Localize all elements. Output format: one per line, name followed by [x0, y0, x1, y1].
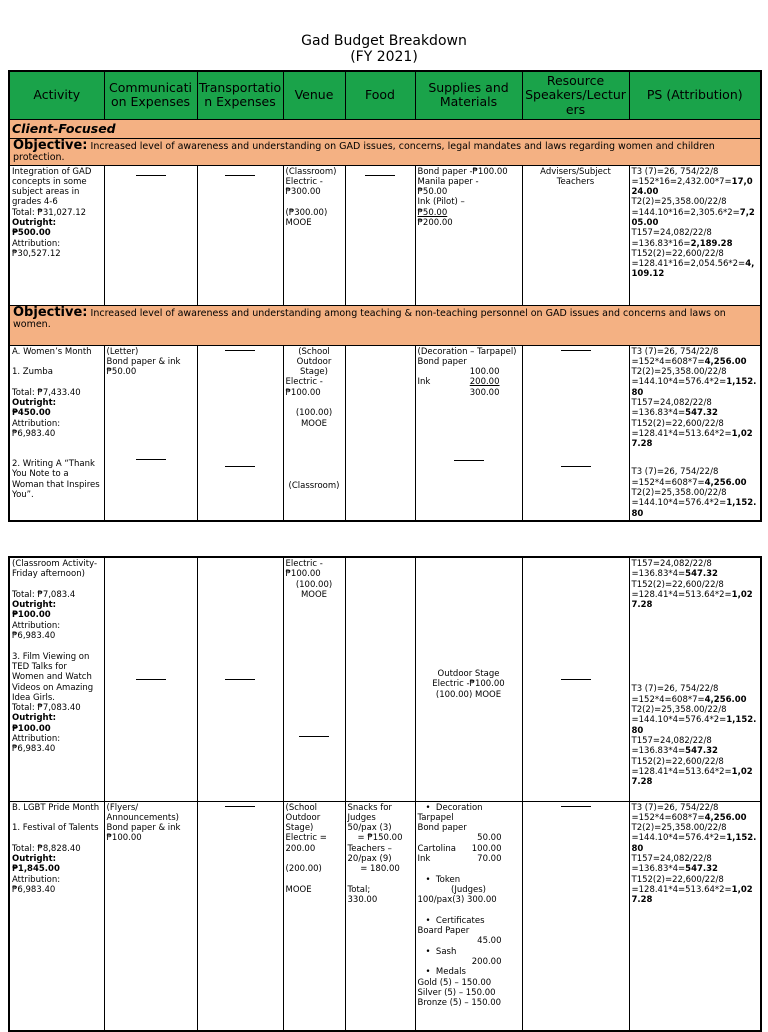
table-row — [9, 345, 761, 521]
food-cell — [345, 557, 415, 801]
communication-cell: (Flyers/ Announcements) Bond paper & ink ₱100.00 — [104, 801, 197, 1031]
objective-1 — [9, 138, 761, 165]
supplies-cell: Outdoor Stage Electric -₱100.00 (100.00) MOOE — [415, 557, 522, 801]
budget-table-page-1 — [8, 70, 762, 522]
ps-cell: T157=24,082/22/8 =136.83*4=547.32 T152(2)=22,600/22/8 =128.41*4=513.64*2=1,027.28 T3 (7)=26, 754/22/8 =152*4=608*7=4,256.00 T2(2)=25,358.00/22/8 =144.10*4=576.4*2=1,152.80 T157=24,082/22/8 =136.83*4=547.32 T152(2)=22,600/22/8 =128.41*4=513.64*2=1,027.28 — [629, 557, 761, 801]
header-food: Food — [345, 71, 415, 119]
communication-cell: (Letter) Bond paper & ink ₱50.00 — [104, 345, 197, 521]
supplies-cell: Bond paper -₱100.00 Manila paper - ₱50.00 Ink (Pilot) – ₱50.00 ₱200.00 — [415, 165, 522, 305]
header-row — [9, 71, 761, 119]
table-row — [9, 557, 761, 801]
speakers-cell — [522, 801, 629, 1031]
document-subtitle: (FY 2021) — [350, 49, 418, 65]
venue-cell: (School Outdoor Stage) Electric - ₱100.00 (100.00) MOOE (Classroom) — [283, 345, 345, 521]
client-focused-label: Client-Focused — [9, 119, 761, 138]
ps-cell: T3 (7)=26, 754/22/8 =152*4=608*7=4,256.00 T2(2)=25,358.00/22/8 =144.10*4=576.4*2=1,152.80 T157=24,082/22/8 =136.83*4=547.32 T152(2)=22,600/22/8 =128.41*4=513.64*2=1,027.28 T3 (7)=26, 754/22/8 =152*4=608*7=4,256.00 T2(2)=25,358.00/22/8 =144.10*4=576.4*2=1,152.80 — [629, 345, 761, 521]
activity-cell: B. LGBT Pride Month 1. Festival of Talents Total: ₱8,828.40 Outright: ₱1,845.00 Attribution: ₱6,983.40 — [9, 801, 104, 1031]
header-transportation: Transportation Expenses — [197, 71, 283, 119]
ps-cell: T3 (7)=26, 754/22/8 =152*4=608*7=4,256.00 T2(2)=25,358.00/22/8 =144.10*4=576.4*2=1,152.80 T157=24,082/22/8 =136.83*4=547.32 T152(2)=22,600/22/8 =128.41*4=513.64*2=1,027.28 — [629, 801, 761, 1031]
communication-cell — [104, 557, 197, 801]
venue-cell: (Classroom) Electric - ₱300.00 (₱300.00) MOOE — [283, 165, 345, 305]
table-row — [9, 165, 761, 305]
table-row — [9, 801, 761, 1031]
food-cell: Snacks for Judges 50/pax (3) = ₱150.00 Teachers – 20/pax (9) = 180.00 Total; 330.00 — [345, 801, 415, 1031]
header-venue: Venue — [283, 71, 345, 119]
header-activity: Activity — [9, 71, 104, 119]
objective-text: Increased level of awareness and understanding on GAD issues, concerns, legal mandates and laws regarding women and children protection. — [13, 140, 715, 163]
document-title: Gad Budget Breakdown — [301, 33, 467, 49]
objective-label: Objective: — [13, 138, 88, 153]
header-communication: Communication Expenses — [104, 71, 197, 119]
food-cell — [345, 165, 415, 305]
objective-label: Objective: — [13, 305, 88, 320]
supplies-cell: (Decoration – Tarpapel) Bond paper 100.00 Ink 200.00 300.00 — [415, 345, 522, 521]
food-cell — [345, 345, 415, 521]
objective-text: Increased level of awareness and understanding among teaching & non-teaching personnel on GAD issues and concerns and laws on women. — [13, 307, 726, 330]
header-speakers: Resource Speakers/Lecturers — [522, 71, 629, 119]
speakers-cell — [522, 557, 629, 801]
budget-table-page-2 — [8, 556, 762, 1032]
transportation-cell — [197, 557, 283, 801]
transportation-cell — [197, 801, 283, 1031]
ps-cell: T3 (7)=26, 754/22/8 =152*16=2,432.00*7=17,024.00 T2(2)=25,358.00/22/8 =144.10*16=2,305.6*2=7,205.00 T157=24,082/22/8 =136.83*16=2,189.28 T152(2)=22,600/22/8 =128.41*16=2,054.56*2=4,109.12 — [629, 165, 761, 305]
speakers-cell: Advisers/Subject Teachers — [522, 165, 629, 305]
speakers-cell — [522, 345, 629, 521]
activity-cell: A. Women’s Month 1. Zumba Total: ₱7,433.40 Outright: ₱450.00 Attribution: ₱6,983.40 2. Writing A “Thank You Note to a Woman that Inspires You”. — [9, 345, 104, 521]
activity-cell: Integration of GAD concepts in some subject areas in grades 4-6 Total: ₱31,027.12 Outright: ₱500.00 Attribution: ₱30,527.12 — [9, 165, 104, 305]
objective-2 — [9, 305, 761, 345]
activity-cell: (Classroom Activity-Friday afternoon) Total: ₱7,083.4 Outright: ₱100.00 Attribution: ₱6,983.40 3. Film Viewing on TED Talks for Women and Watch Videos on Amazing Idea Girls. Total: ₱7,083.40 Outright: ₱100.00 Attribution: ₱6,983.40 — [9, 557, 104, 801]
transportation-cell — [197, 345, 283, 521]
venue-cell: (School Outdoor Stage) Electric = 200.00 (200.00) MOOE — [283, 801, 345, 1031]
communication-cell — [104, 165, 197, 305]
header-supplies: Supplies and Materials — [415, 71, 522, 119]
venue-cell: Electric - ₱100.00 (100.00) MOOE — [283, 557, 345, 801]
transportation-cell — [197, 165, 283, 305]
supplies-cell: • Decoration Tarpapel Bond paper 50.00 Cartolina 100.00 Ink 70.00 • Token (Judges) 100/pax(3) 300.00 • Certificates Board Paper 45.00 • Sash 200.00 • Medals Gold (5) – 150.00 Silver (5) – 150.00 Bronze (5) – 150.00 — [415, 801, 522, 1031]
header-ps: PS (Attribution) — [629, 71, 761, 119]
